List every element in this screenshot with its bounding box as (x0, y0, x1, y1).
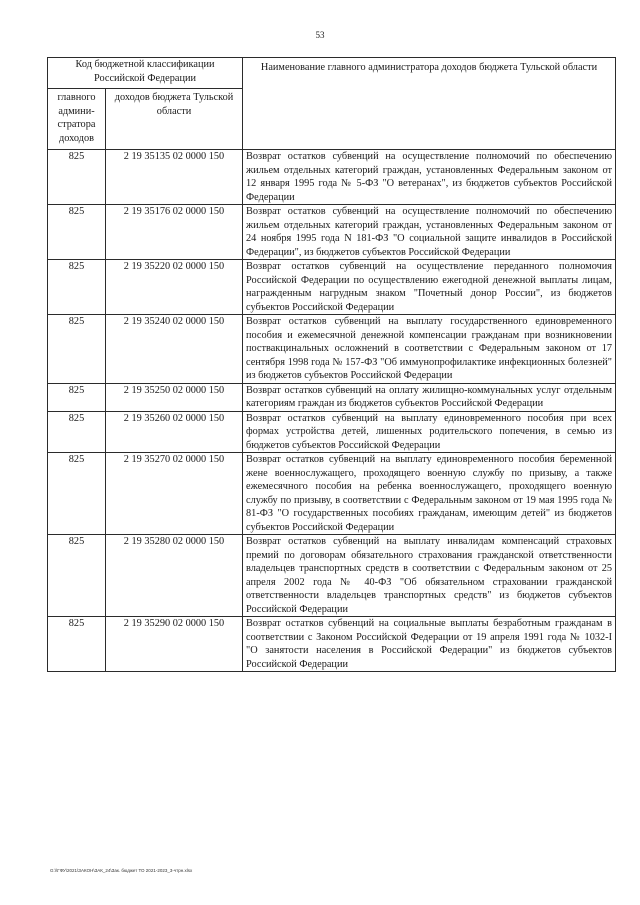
income-name-cell: Возврат остатков субвенций на выплату государственного единовременного пособия и ежемесячной денежной компенсации гражданам при возникновении поствакцинальных осложнений в соответствии с Федеральным законом от 17 сентября 1998 года № 157-ФЗ "Об иммунопрофилактике инфекционных болезней" из бюджетов субъектов Российской Федерации (243, 315, 616, 384)
table-row (48, 315, 616, 384)
admin-code-cell: 825 (48, 205, 106, 260)
table-row (48, 260, 616, 315)
admin-code-cell: 825 (48, 260, 106, 315)
admin-code-cell: 825 (48, 617, 106, 672)
table-row (48, 535, 616, 617)
income-name-cell: Возврат остатков субвенций на выплату инвалидам компенсаций страховых премий по договорам обязательного страхования гражданской ответственности владельцев транспортных средств в соответствии с Федеральным законом от 25 апреля 2002 года № 40-ФЗ "Об обязательном страховании гражданской ответственности владельцев транспортных средств" из бюджетов субъектов Российской Федерации (243, 535, 616, 617)
admin-code-cell: 825 (48, 383, 106, 411)
table-row (48, 411, 616, 453)
income-name-cell: Возврат остатков субвенций на социальные выплаты безработным гражданам в соответствии с Законом Российской Федерации от 19 апреля 1991 года № 1032-I "О занятости населения в Российской Федерации" из бюджетов субъектов Российской Федерации (243, 617, 616, 672)
income-code-cell: 2 19 35280 02 0000 150 (106, 535, 243, 617)
table-row (48, 453, 616, 535)
income-code-cell: 2 19 35260 02 0000 150 (106, 411, 243, 453)
header-code-group: Код бюджетной классификации Российской Федерации (48, 58, 243, 89)
table-body (48, 58, 616, 672)
income-code-cell: 2 19 35176 02 0000 150 (106, 205, 243, 260)
income-name-cell: Возврат остатков субвенций на осуществление полномочий по обеспечению жильем отдельных категорий граждан, установленных Федеральным законом от 12 января 1995 года № 5-ФЗ "О ветеранах", из бюджетов субъектов Российской Федерации (243, 150, 616, 205)
income-name-cell: Возврат остатков субвенций на выплату единовременного пособия при всех формах устройства детей, лишенных родительского попечения, в семью из бюджетов субъектов Российской Федерации (243, 411, 616, 453)
admin-code-cell: 825 (48, 535, 106, 617)
income-name-cell: Возврат остатков субвенций на выплату единовременного пособия беременной жене военнослужащего, проходящего военную службу по призыву, а также ежемесячного пособия на ребенка военнослужащего, проходящего военную службу по призыву, в соответствии с Федеральным законом от 19 мая 1995 года № 81-ФЗ "О государственных пособиях гражданам, имеющим детей" из бюджетов субъектов Российской Федерации (243, 453, 616, 535)
income-name-cell: Возврат остатков субвенций на оплату жилищно-коммунальных услуг отдельным категориям граждан из бюджетов субъектов Российской Федерации (243, 383, 616, 411)
admin-code-cell: 825 (48, 453, 106, 535)
page-number: 53 (315, 30, 325, 40)
admin-code-cell: 825 (48, 315, 106, 384)
income-name-cell: Возврат остатков субвенций на осуществление полномочий по обеспечению жильем отдельных категорий граждан, установленных Федеральным законом от 24 ноября 1995 года N 181-ФЗ "О социальной защите инвалидов в Российской Федерации", из бюджетов субъектов Российской Федерации (243, 205, 616, 260)
income-name-cell: Возврат остатков субвенций на осуществление переданного полномочия Российской Федерации по осуществлению ежегодной денежной выплаты лицам, награжденным нагрудным знаком "Почетный донор России", из бюджетов субъектов Российской Федерации (243, 260, 616, 315)
income-code-cell: 2 19 35250 02 0000 150 (106, 383, 243, 411)
header-row (48, 58, 616, 89)
footer-file-path: G:\\ГФУ\2021\ЗАКОН\ЗАК_24\Зак. бюджет ТО 2021-2023_3-чтрн.xlsx (50, 868, 193, 873)
admin-code-cell: 825 (48, 150, 106, 205)
header-admin-column: главного админи-стратора доходов (48, 89, 106, 150)
income-code-cell: 2 19 35135 02 0000 150 (106, 150, 243, 205)
income-code-cell: 2 19 35220 02 0000 150 (106, 260, 243, 315)
table-row (48, 383, 616, 411)
admin-code-cell: 825 (48, 411, 106, 453)
budget-classification-table (47, 57, 616, 672)
table-row (48, 205, 616, 260)
table-row (48, 150, 616, 205)
header-name-column: Наименование главного администратора доходов бюджета Тульской области (243, 58, 616, 150)
income-code-cell: 2 19 35270 02 0000 150 (106, 453, 243, 535)
income-code-cell: 2 19 35240 02 0000 150 (106, 315, 243, 384)
income-code-cell: 2 19 35290 02 0000 150 (106, 617, 243, 672)
header-income-column: доходов бюджета Тульской области (106, 89, 243, 150)
table-row (48, 617, 616, 672)
